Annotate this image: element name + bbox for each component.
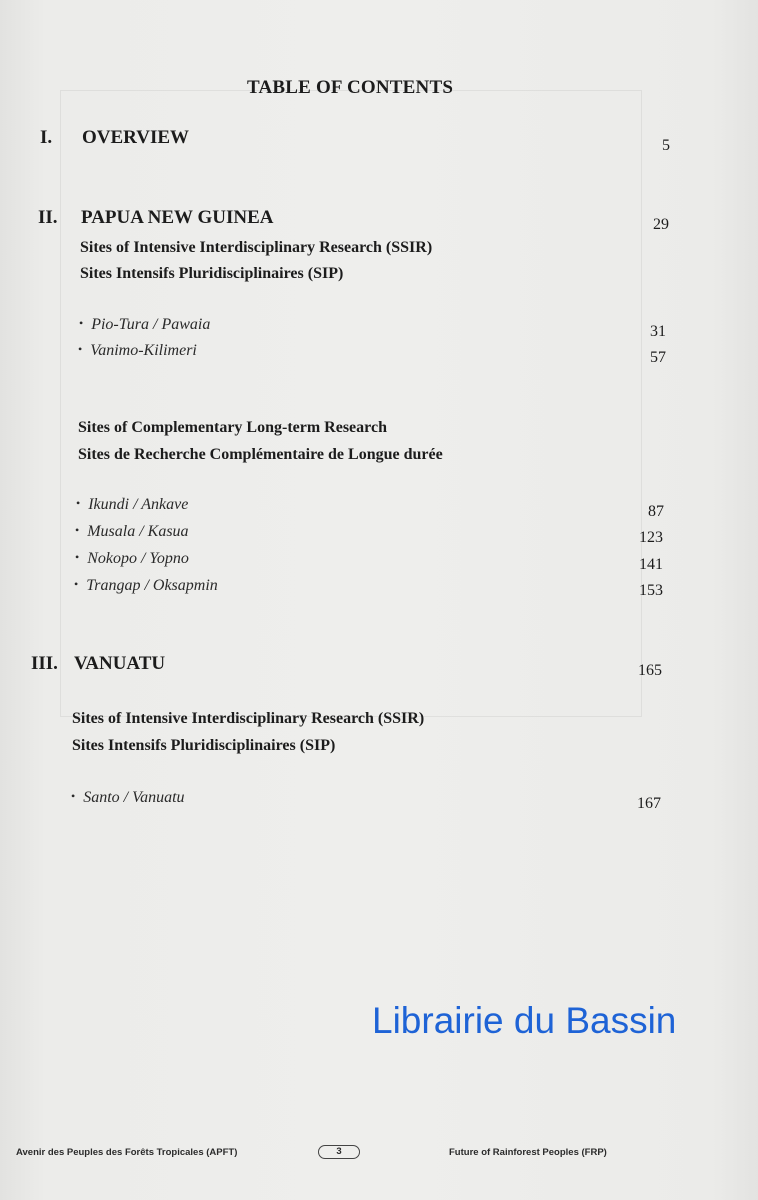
entry-label: Musala / Kasua bbox=[87, 523, 189, 540]
footer-left: Avenir des Peuples des Forêts Tropicales (APFT) bbox=[16, 1147, 238, 1158]
toc-entry bbox=[75, 523, 189, 541]
bullet-icon: • bbox=[71, 789, 76, 803]
section-title-overview: OVERVIEW bbox=[82, 127, 190, 148]
entry-label: Santo / Vanuatu bbox=[83, 789, 185, 806]
footer-right: Future of Rainforest Peoples (FRP) bbox=[449, 1147, 607, 1158]
entry-page: 123 bbox=[639, 529, 663, 546]
bullet-icon: • bbox=[74, 577, 79, 591]
section-title-png: PAPUA NEW GUINEA bbox=[81, 207, 274, 228]
toc-entry bbox=[78, 342, 197, 360]
png-complementary-heading-fr: Sites de Recherche Complémentaire de Longue durée bbox=[78, 446, 443, 463]
png-complementary-heading-en: Sites of Complementary Long-term Research bbox=[78, 419, 387, 436]
bullet-icon: • bbox=[78, 342, 83, 356]
toc-title: TABLE OF CONTENTS bbox=[247, 77, 454, 98]
entry-label: Pio-Tura / Pawaia bbox=[91, 316, 211, 333]
page-number-png: 29 bbox=[653, 216, 669, 233]
toc-entry bbox=[79, 316, 210, 334]
section-number-3: III. bbox=[31, 653, 58, 674]
section-number-2: II. bbox=[38, 207, 58, 228]
entry-page: 153 bbox=[639, 582, 663, 599]
entry-page: 167 bbox=[637, 795, 661, 812]
entry-label: Ikundi / Ankave bbox=[88, 496, 189, 513]
toc-entry bbox=[74, 577, 218, 595]
vanuatu-intensive-heading-en: Sites of Intensive Interdisciplinary Research (SSIR) bbox=[72, 710, 425, 727]
entry-page: 31 bbox=[650, 323, 666, 340]
toc-entry bbox=[71, 789, 185, 807]
page-number-overview: 5 bbox=[662, 137, 670, 154]
bullet-icon: • bbox=[75, 550, 80, 564]
bullet-icon: • bbox=[76, 496, 81, 510]
png-intensive-heading-en: Sites of Intensive Interdisciplinary Research (SSIR) bbox=[80, 239, 433, 256]
vanuatu-intensive-heading-fr: Sites Intensifs Pluridisciplinaires (SIP) bbox=[72, 737, 336, 754]
entry-label: Trangap / Oksapmin bbox=[86, 577, 218, 594]
page-number-vanuatu: 165 bbox=[638, 662, 662, 679]
bullet-icon: • bbox=[75, 523, 80, 537]
png-intensive-heading-fr: Sites Intensifs Pluridisciplinaires (SIP) bbox=[80, 265, 344, 282]
entry-page: 141 bbox=[639, 556, 663, 573]
bullet-icon: • bbox=[79, 316, 84, 330]
toc-entry bbox=[76, 496, 188, 514]
entry-label: Vanimo-Kilimeri bbox=[90, 342, 197, 359]
entry-page: 87 bbox=[648, 503, 664, 520]
entry-label: Nokopo / Yopno bbox=[87, 550, 189, 567]
watermark-text: Librairie du Bassin bbox=[372, 1000, 677, 1041]
background-map-ghost bbox=[60, 90, 642, 717]
section-title-vanuatu: VANUATU bbox=[74, 653, 166, 674]
entry-page: 57 bbox=[650, 349, 666, 366]
section-number-1: I. bbox=[40, 127, 53, 148]
footer-page-number: 3 bbox=[318, 1145, 360, 1159]
toc-entry bbox=[75, 550, 189, 568]
